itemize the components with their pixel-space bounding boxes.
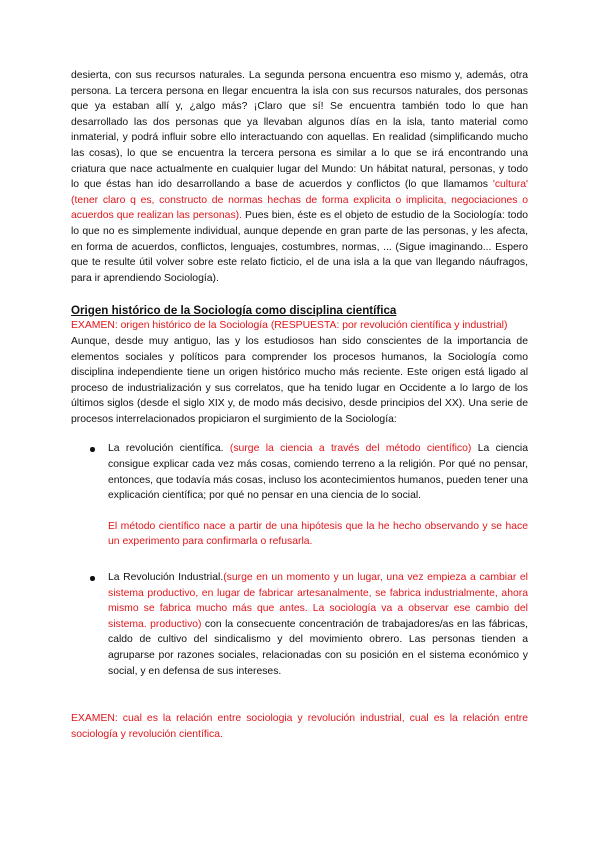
list-item-lead: La revolución científica.: [108, 443, 230, 455]
list-item-rest: La ciencia consigue explicar cada vez más cosas, comiendo terreno a la religión. Por qué no pensar, entonces, que todavía más cosas, incluso los acontecimientos humanos, pueden tener una explicación científica; por qué no pensar en una ciencia de lo social.: [108, 443, 528, 502]
list-item-industrial-revolution: [71, 570, 528, 679]
intro-paragraph: [71, 68, 528, 286]
list-item-text: [108, 570, 528, 679]
intro-text-continued: Pues bien, éste es el objeto de estudio de la Sociología: todo lo que no es simplemente individual, aunque depende en gran parte de las personas, y les afecta, en forma de acuerdos, conflictos, lenguajes, costumbres, normas, ... (Sigue imaginando... Espero que te resulte útil volver sobre este relato ficticio, el de una isla a la que van llegando náufragos, para ir aprendiendo Sociología).: [71, 210, 529, 284]
process-list: [71, 441, 528, 679]
section-heading: Origen histórico de la Sociología como disciplina científica: [71, 304, 397, 318]
bullet-dot-icon: [90, 576, 95, 581]
list-item-scientific-revolution: [71, 441, 528, 550]
list-item-lead: La Revolución Industrial.: [108, 572, 224, 584]
bullet-dot-icon: [90, 447, 95, 452]
intro-text: desierta, con sus recursos naturales. La segunda persona encuentra eso mismo y, además, otra persona. La tercera persona en llegar encuentra la isla con sus recursos naturales, dos personas que ya estaban allí y, ¿algo más? ¡Claro que sí! Se encuentra también todo lo que han desarrollado las dos personas que ya llevaban algunos días en la isla, tanto material como inmaterial, y podrá influir sobre ello interactuando con aquellas. En realidad (simplificando mucho las cosas), lo que se encuentra la tercera persona es similar a lo que se irá encontrando una criatura que nace actualmente en cualquier lugar del Mundo: Un hábitat natural, personas, y todo lo que éstas han ido desarrollando a base de acuerdos y conflictos (lo que llamamos: [71, 70, 528, 191]
page-content: [71, 68, 528, 742]
exam-note-relations: EXAMEN: cual es la relación entre sociologia y revolución industrial, cual es la relación entre sociología y revolución científica.: [71, 713, 528, 740]
list-item-annotation: (surge la ciencia a través del método científico): [229, 443, 472, 455]
list-item-rest: con la consecuente concentración de trabajadores/as en las fábricas, caldo de cultivo del sindicalismo y del movimiento obrero. Las personas tienden a agruparse por razones sociales, relacionadas con su posición en el sistema económico y social, y en defensa de sus intereses.: [108, 618, 528, 677]
exam-note-origin: EXAMEN: origen histórico de la Sociología (RESPUESTA: por revolución científica y industrial): [71, 320, 508, 332]
culture-annotation: 'cultura' (tener claro q es, constructo de normas hechas de forma explicita o implicita, negociaciones o acuerdos que realizan las personas).: [71, 179, 528, 222]
list-item-text: [108, 441, 528, 503]
section-body: Aunque, desde muy antiguo, las y los estudiosos han sido conscientes de la importancia de elementos sociales y políticos para comprender los procesos humanos, la Sociología como disciplina independiente tiene un origen histórico mucho más reciente. Este origen está ligado al proceso de industrialización y sus correlatos, que ha tenido lugar en Occidente a lo largo de los últimos siglos (desde el siglo XIX y, de modo más decisivo, desde principios del XX). Una serie de procesos interrelacionados propiciaron el surgimiento de la Sociología:: [71, 335, 528, 425]
list-item-annotation: (surge en un momento y un lugar, una vez empieza a cambiar el sistema productivo, en lugar de fabricar artesanalmente, se fabrica industrialmente, ahora mismo se fabrica mucho más que antes. La sociología va a observar ese cambio del sistema. productivo): [108, 572, 528, 630]
scientific-method-note: El método científico nace a partir de una hipótesis que la he hecho observando y se hace un experimento para confirmarla o refusarla.: [108, 520, 528, 548]
